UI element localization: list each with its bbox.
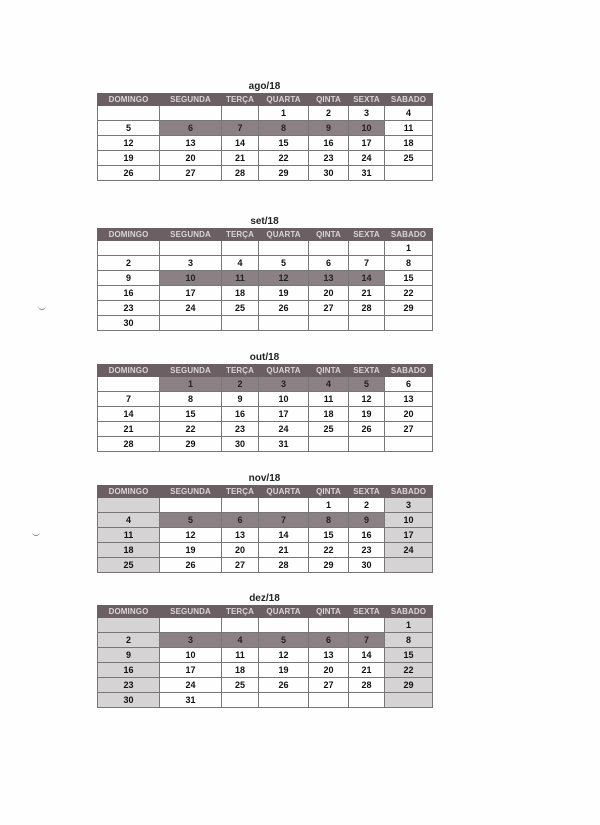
day-cell: 27 <box>309 301 349 316</box>
day-cell: 6 <box>222 513 259 528</box>
day-cell: 6 <box>160 121 222 136</box>
day-cell: 28 <box>98 437 160 452</box>
weekday-header: QUARTA <box>259 94 309 106</box>
week-row <box>98 528 433 543</box>
day-cell: 9 <box>98 648 160 663</box>
day-cell <box>309 437 349 452</box>
day-cell: 2 <box>98 633 160 648</box>
weekday-header: SABADO <box>385 486 433 498</box>
day-cell <box>222 316 259 331</box>
week-row <box>98 136 433 151</box>
day-cell: 16 <box>98 286 160 301</box>
day-cell: 25 <box>385 151 433 166</box>
punch-hole-mark <box>32 532 40 536</box>
day-cell: 18 <box>309 407 349 422</box>
day-cell: 27 <box>222 558 259 573</box>
day-cell: 7 <box>349 633 385 648</box>
weekday-header: QINTA <box>309 606 349 618</box>
day-cell: 4 <box>222 256 259 271</box>
day-cell: 2 <box>349 498 385 513</box>
weekday-header: DOMINGO <box>98 365 160 377</box>
day-cell: 5 <box>98 121 160 136</box>
week-row <box>98 316 433 331</box>
day-cell <box>222 618 259 633</box>
day-cell: 20 <box>160 151 222 166</box>
weekday-header: SABADO <box>385 365 433 377</box>
day-cell <box>349 693 385 708</box>
day-cell <box>309 693 349 708</box>
weekday-header: TERÇA <box>222 606 259 618</box>
day-cell: 6 <box>309 633 349 648</box>
week-row <box>98 166 433 181</box>
day-cell <box>259 498 309 513</box>
day-cell: 25 <box>98 558 160 573</box>
weekday-header: SABADO <box>385 94 433 106</box>
day-cell: 13 <box>385 392 433 407</box>
day-cell <box>160 498 222 513</box>
week-row <box>98 301 433 316</box>
day-cell: 23 <box>98 678 160 693</box>
day-cell: 2 <box>98 256 160 271</box>
day-cell: 8 <box>385 256 433 271</box>
day-cell: 24 <box>160 678 222 693</box>
weekday-header: QINTA <box>309 365 349 377</box>
day-cell: 23 <box>98 301 160 316</box>
day-cell: 10 <box>259 392 309 407</box>
day-cell <box>98 498 160 513</box>
weekday-header: SEXTA <box>349 229 385 241</box>
day-cell: 23 <box>309 151 349 166</box>
weekday-header-row <box>98 606 433 618</box>
day-cell: 27 <box>309 678 349 693</box>
weekday-header: SEXTA <box>349 606 385 618</box>
weekday-header: SEGUNDA <box>160 94 222 106</box>
day-cell: 1 <box>309 498 349 513</box>
day-cell: 21 <box>222 151 259 166</box>
day-cell: 14 <box>259 528 309 543</box>
day-cell <box>259 241 309 256</box>
day-cell: 29 <box>160 437 222 452</box>
weekday-header: QINTA <box>309 486 349 498</box>
month-calendar <box>97 80 432 181</box>
month-calendar <box>97 592 432 708</box>
day-cell: 19 <box>160 543 222 558</box>
day-cell: 1 <box>160 377 222 392</box>
day-cell: 6 <box>309 256 349 271</box>
day-cell: 28 <box>349 301 385 316</box>
day-cell: 3 <box>349 106 385 121</box>
day-cell: 16 <box>222 407 259 422</box>
day-cell: 15 <box>160 407 222 422</box>
day-cell <box>309 241 349 256</box>
week-row <box>98 543 433 558</box>
day-cell: 7 <box>98 392 160 407</box>
weekday-header: SABADO <box>385 606 433 618</box>
day-cell: 11 <box>385 121 433 136</box>
day-cell: 31 <box>259 437 309 452</box>
day-cell: 7 <box>349 256 385 271</box>
day-cell: 2 <box>222 377 259 392</box>
day-cell: 12 <box>259 648 309 663</box>
day-cell: 21 <box>349 663 385 678</box>
day-cell: 30 <box>349 558 385 573</box>
week-row <box>98 121 433 136</box>
day-cell: 21 <box>349 286 385 301</box>
weekday-header: TERÇA <box>222 486 259 498</box>
week-row <box>98 648 433 663</box>
week-row <box>98 437 433 452</box>
day-cell: 25 <box>222 301 259 316</box>
day-cell: 23 <box>349 543 385 558</box>
day-cell: 4 <box>309 377 349 392</box>
day-cell: 6 <box>385 377 433 392</box>
week-row <box>98 392 433 407</box>
weekday-header: SEXTA <box>349 365 385 377</box>
week-row <box>98 151 433 166</box>
day-cell: 3 <box>160 256 222 271</box>
week-row <box>98 106 433 121</box>
week-row <box>98 693 433 708</box>
punch-hole-mark <box>38 306 46 310</box>
day-cell: 13 <box>222 528 259 543</box>
day-cell: 20 <box>309 286 349 301</box>
day-cell: 14 <box>222 136 259 151</box>
day-cell: 9 <box>222 392 259 407</box>
day-cell <box>349 241 385 256</box>
week-row <box>98 377 433 392</box>
day-cell: 16 <box>349 528 385 543</box>
day-cell: 4 <box>385 106 433 121</box>
day-cell: 12 <box>160 528 222 543</box>
day-cell <box>259 316 309 331</box>
day-cell: 31 <box>160 693 222 708</box>
day-cell: 24 <box>259 422 309 437</box>
day-cell: 11 <box>222 271 259 286</box>
day-cell <box>309 618 349 633</box>
day-cell: 31 <box>349 166 385 181</box>
week-row <box>98 498 433 513</box>
weekday-header: QINTA <box>309 94 349 106</box>
day-cell: 30 <box>98 316 160 331</box>
day-cell: 14 <box>349 271 385 286</box>
day-cell <box>222 693 259 708</box>
day-cell: 4 <box>222 633 259 648</box>
month-title: dez/18 <box>249 593 280 604</box>
day-cell <box>222 241 259 256</box>
day-cell: 28 <box>259 558 309 573</box>
week-row <box>98 241 433 256</box>
month-calendar <box>97 351 432 452</box>
day-cell: 1 <box>259 106 309 121</box>
day-cell: 7 <box>259 513 309 528</box>
day-cell <box>98 241 160 256</box>
day-cell: 2 <box>309 106 349 121</box>
day-cell: 19 <box>259 663 309 678</box>
day-cell: 15 <box>385 271 433 286</box>
day-cell: 30 <box>222 437 259 452</box>
day-cell <box>385 558 433 573</box>
day-cell: 10 <box>160 648 222 663</box>
day-cell: 9 <box>309 121 349 136</box>
week-row <box>98 678 433 693</box>
day-cell: 9 <box>98 271 160 286</box>
day-cell: 17 <box>349 136 385 151</box>
day-cell <box>98 618 160 633</box>
day-cell: 18 <box>98 543 160 558</box>
day-cell: 22 <box>385 663 433 678</box>
day-cell: 1 <box>385 241 433 256</box>
week-row <box>98 558 433 573</box>
day-cell: 27 <box>160 166 222 181</box>
day-cell: 22 <box>385 286 433 301</box>
day-cell: 22 <box>309 543 349 558</box>
week-row <box>98 286 433 301</box>
day-cell: 30 <box>309 166 349 181</box>
day-cell: 9 <box>349 513 385 528</box>
day-cell: 8 <box>259 121 309 136</box>
weekday-header-row <box>98 365 433 377</box>
day-cell: 20 <box>309 663 349 678</box>
weekday-header: TERÇA <box>222 94 259 106</box>
month-title: ago/18 <box>248 81 281 92</box>
day-cell <box>160 106 222 121</box>
day-cell: 22 <box>259 151 309 166</box>
weekday-header: SEGUNDA <box>160 365 222 377</box>
day-cell: 22 <box>160 422 222 437</box>
day-cell: 18 <box>222 663 259 678</box>
day-cell: 10 <box>160 271 222 286</box>
day-cell: 25 <box>309 422 349 437</box>
day-cell <box>222 498 259 513</box>
day-cell: 28 <box>222 166 259 181</box>
month-calendar <box>97 215 432 331</box>
weekday-header: QUARTA <box>259 229 309 241</box>
week-row <box>98 256 433 271</box>
day-cell: 26 <box>98 166 160 181</box>
day-cell: 8 <box>309 513 349 528</box>
week-row <box>98 663 433 678</box>
day-cell: 15 <box>385 648 433 663</box>
day-cell <box>349 316 385 331</box>
day-cell: 21 <box>98 422 160 437</box>
day-cell: 14 <box>98 407 160 422</box>
day-cell: 20 <box>222 543 259 558</box>
day-cell: 12 <box>349 392 385 407</box>
day-cell: 8 <box>385 633 433 648</box>
day-cell: 14 <box>349 648 385 663</box>
day-cell: 5 <box>349 377 385 392</box>
day-cell: 20 <box>385 407 433 422</box>
week-row <box>98 513 433 528</box>
day-cell: 12 <box>259 271 309 286</box>
month-table <box>97 93 433 181</box>
weekday-header: DOMINGO <box>98 229 160 241</box>
day-cell: 19 <box>98 151 160 166</box>
day-cell: 28 <box>349 678 385 693</box>
week-row <box>98 633 433 648</box>
day-cell: 12 <box>98 136 160 151</box>
day-cell: 21 <box>259 543 309 558</box>
weekday-header-row <box>98 229 433 241</box>
weekday-header-row <box>98 94 433 106</box>
weekday-header: SEGUNDA <box>160 229 222 241</box>
day-cell: 24 <box>160 301 222 316</box>
day-cell <box>385 693 433 708</box>
day-cell: 15 <box>309 528 349 543</box>
day-cell: 19 <box>259 286 309 301</box>
weekday-header: QINTA <box>309 229 349 241</box>
day-cell: 3 <box>385 498 433 513</box>
day-cell: 4 <box>98 513 160 528</box>
day-cell: 3 <box>160 633 222 648</box>
day-cell <box>385 316 433 331</box>
day-cell: 29 <box>385 678 433 693</box>
weekday-header: QUARTA <box>259 365 309 377</box>
week-row <box>98 618 433 633</box>
day-cell: 5 <box>259 256 309 271</box>
day-cell: 17 <box>160 663 222 678</box>
weekday-header: SEXTA <box>349 94 385 106</box>
day-cell: 5 <box>259 633 309 648</box>
weekday-header: DOMINGO <box>98 606 160 618</box>
day-cell: 26 <box>259 301 309 316</box>
week-row <box>98 271 433 286</box>
day-cell: 29 <box>259 166 309 181</box>
weekday-header: QUARTA <box>259 486 309 498</box>
weekday-header: SEGUNDA <box>160 486 222 498</box>
weekday-header-row <box>98 486 433 498</box>
week-row <box>98 407 433 422</box>
day-cell: 29 <box>385 301 433 316</box>
day-cell <box>222 106 259 121</box>
day-cell: 30 <box>98 693 160 708</box>
day-cell: 26 <box>259 678 309 693</box>
weekday-header: QUARTA <box>259 606 309 618</box>
weekday-header: TERÇA <box>222 229 259 241</box>
day-cell: 26 <box>349 422 385 437</box>
weekday-header: SEGUNDA <box>160 606 222 618</box>
month-table <box>97 228 433 331</box>
day-cell: 24 <box>385 543 433 558</box>
month-calendar <box>97 472 432 573</box>
day-cell: 17 <box>259 407 309 422</box>
day-cell <box>259 693 309 708</box>
day-cell: 16 <box>309 136 349 151</box>
day-cell <box>385 437 433 452</box>
day-cell: 15 <box>259 136 309 151</box>
day-cell: 11 <box>222 648 259 663</box>
month-table <box>97 485 433 573</box>
day-cell <box>160 316 222 331</box>
day-cell: 13 <box>309 271 349 286</box>
weekday-header: SEXTA <box>349 486 385 498</box>
day-cell: 26 <box>160 558 222 573</box>
month-title: out/18 <box>249 352 280 363</box>
weekday-header: TERÇA <box>222 365 259 377</box>
weekday-header: DOMINGO <box>98 486 160 498</box>
day-cell: 27 <box>385 422 433 437</box>
day-cell: 1 <box>385 618 433 633</box>
day-cell <box>259 618 309 633</box>
day-cell: 17 <box>160 286 222 301</box>
month-table <box>97 605 433 708</box>
day-cell: 5 <box>160 513 222 528</box>
day-cell <box>309 316 349 331</box>
day-cell: 24 <box>349 151 385 166</box>
day-cell: 10 <box>349 121 385 136</box>
weekday-header: SABADO <box>385 229 433 241</box>
day-cell: 11 <box>309 392 349 407</box>
day-cell: 19 <box>349 407 385 422</box>
day-cell <box>349 437 385 452</box>
day-cell <box>349 618 385 633</box>
day-cell: 13 <box>309 648 349 663</box>
day-cell: 29 <box>309 558 349 573</box>
weekday-header: DOMINGO <box>98 94 160 106</box>
day-cell: 17 <box>385 528 433 543</box>
day-cell: 18 <box>385 136 433 151</box>
day-cell: 3 <box>259 377 309 392</box>
day-cell <box>160 618 222 633</box>
month-table <box>97 364 433 452</box>
day-cell: 13 <box>160 136 222 151</box>
day-cell: 16 <box>98 663 160 678</box>
day-cell <box>98 106 160 121</box>
day-cell: 18 <box>222 286 259 301</box>
day-cell: 11 <box>98 528 160 543</box>
day-cell <box>98 377 160 392</box>
week-row <box>98 422 433 437</box>
month-title: nov/18 <box>248 473 281 484</box>
day-cell: 25 <box>222 678 259 693</box>
day-cell <box>160 241 222 256</box>
day-cell <box>385 166 433 181</box>
day-cell: 10 <box>385 513 433 528</box>
day-cell: 8 <box>160 392 222 407</box>
month-title: set/18 <box>250 216 279 227</box>
day-cell: 23 <box>222 422 259 437</box>
day-cell: 7 <box>222 121 259 136</box>
